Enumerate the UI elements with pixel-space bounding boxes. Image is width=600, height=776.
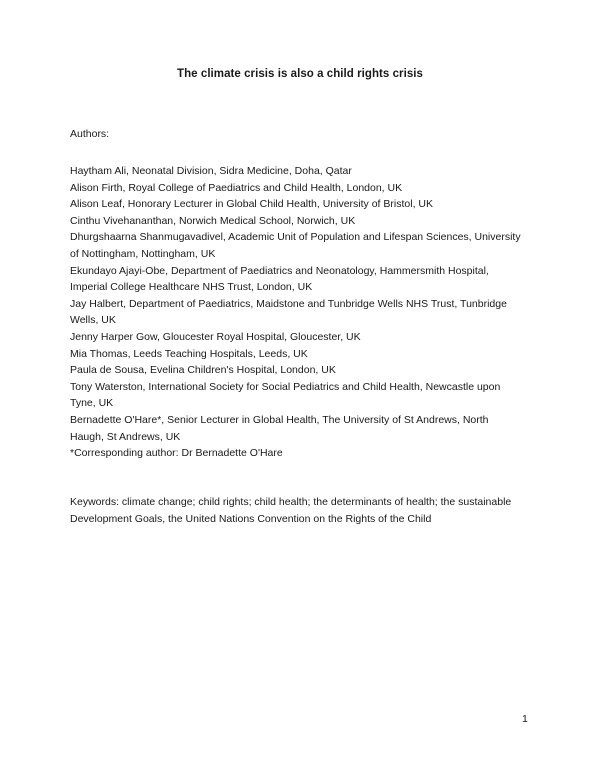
affiliation-line: Tony Waterston, International Society for Social Pediatrics and Child Health, Newcastle upon	[70, 380, 501, 393]
affiliation-line: Mia Thomas, Leeds Teaching Hospitals, Leeds, UK	[70, 347, 308, 360]
keywords-line: Keywords: climate change; child rights; child health; the determinants of health; the sustainable	[70, 496, 512, 508]
affiliation-line: Bernadette O'Hare*, Senior Lecturer in Global Health, The University of St Andrews, North	[70, 413, 489, 426]
page-number: 1	[522, 713, 528, 725]
affiliation-line: Tyne, UK	[70, 397, 114, 410]
affiliation-line: Wells, UK	[70, 314, 116, 327]
document-title: The climate crisis is also a child rights crisis	[177, 68, 423, 80]
affiliation-line: Jay Halbert, Department of Paediatrics, Maidstone and Tunbridge Wells NHS Trust, Tunbridge	[70, 297, 507, 310]
keywords-line: Development Goals, the United Nations Convention on the Rights of the Child	[70, 512, 432, 525]
affiliation-line: Haytham Ali, Neonatal Division, Sidra Medicine, Doha, Qatar	[70, 165, 352, 177]
keywords-paragraph	[70, 494, 540, 527]
affiliation-line: Paula de Sousa, Evelina Children's Hospital, London, UK	[70, 364, 336, 377]
affiliation-line: Dhurgshaarna Shanmugavadivel, Academic Unit of Population and Lifespan Sciences, University	[70, 231, 521, 244]
author-affiliation-list	[70, 163, 540, 462]
corresponding-author-line: *Corresponding author: Dr Bernadette O'Hare	[70, 447, 283, 460]
affiliation-line: Alison Firth, Royal College of Paediatrics and Child Health, London, UK	[70, 181, 403, 194]
affiliation-line: Jenny Harper Gow, Gloucester Royal Hospital, Gloucester, UK	[70, 330, 361, 343]
affiliation-line: Alison Leaf, Honorary Lecturer in Global Child Health, University of Bristol, UK	[70, 198, 433, 211]
affiliation-line: Imperial College Healthcare NHS Trust, London, UK	[70, 281, 313, 294]
affiliation-line: Haugh, St Andrews, UK	[70, 430, 181, 443]
affiliation-line: Cinthu Vivehananthan, Norwich Medical School, Norwich, UK	[70, 214, 356, 227]
authors-label: Authors:	[70, 128, 110, 140]
affiliation-line: Ekundayo Ajayi-Obe, Department of Paediatrics and Neonatology, Hammersmith Hospital,	[70, 264, 489, 277]
affiliation-line: of Nottingham, Nottingham, UK	[70, 247, 216, 260]
